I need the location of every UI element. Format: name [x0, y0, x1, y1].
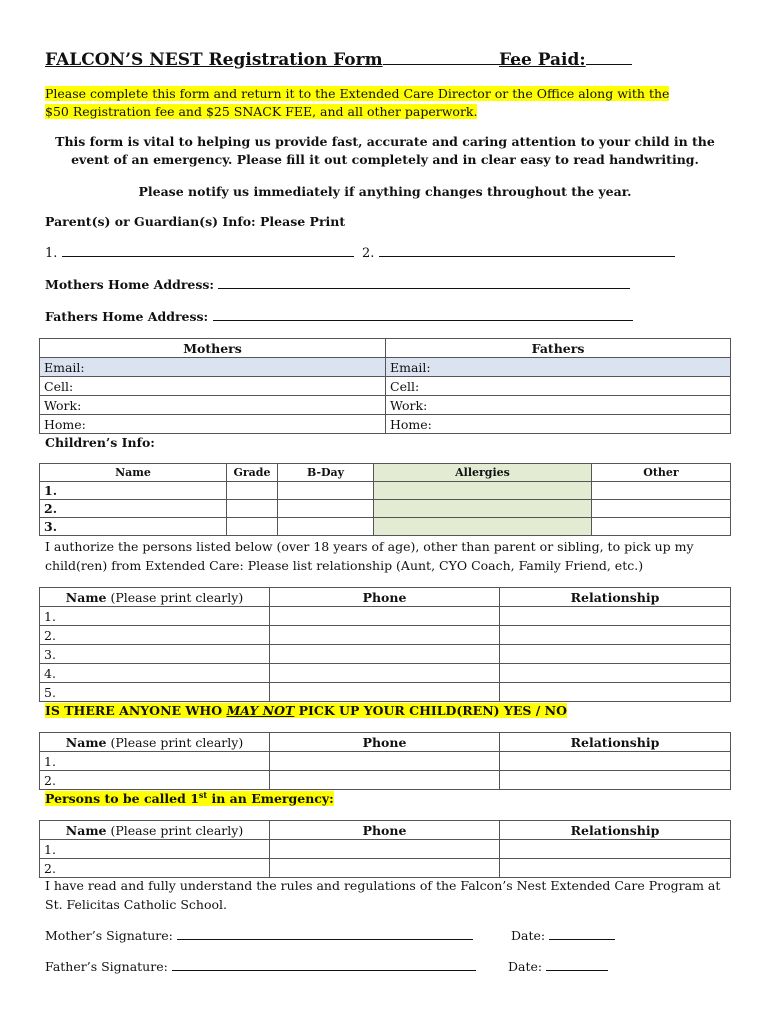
not-pickup-heading: IS THERE ANYONE WHO MAY NOT PICK UP YOUR CHILD(REN) YES / NO: [45, 703, 567, 718]
vital-line-2: event of an emergency. Please fill it out completely and in clear easy to read handwriting.: [71, 152, 699, 167]
pickup-2-relationship[interactable]: [500, 626, 731, 645]
mother-work[interactable]: Work:: [40, 396, 386, 415]
emergency-table: [39, 820, 731, 878]
mother-date-field[interactable]: [549, 928, 615, 940]
fee-paid: [499, 50, 632, 70]
emergency-1-relationship[interactable]: [500, 840, 731, 859]
table-row: [40, 500, 731, 518]
pickup-4-phone[interactable]: [270, 664, 500, 683]
col-allergies: Allergies: [374, 464, 592, 482]
child-1-bday[interactable]: [278, 482, 374, 500]
mother-signature-field[interactable]: [177, 928, 473, 940]
not-pickup-1-phone[interactable]: [270, 752, 500, 771]
pickup-1-name[interactable]: 1.: [40, 607, 270, 626]
mother-email[interactable]: Email:: [40, 358, 386, 377]
table-row: [40, 626, 731, 645]
pickup-4-relationship[interactable]: [500, 664, 731, 683]
not-pickup-relationship-header: Relationship: [500, 733, 731, 752]
pickup-name-header: Name (Please print clearly): [40, 588, 270, 607]
table-row: [40, 645, 731, 664]
pickup-1-phone[interactable]: [270, 607, 500, 626]
mother-signature: Mother’s Signature:: [45, 928, 473, 943]
mother-address: Mothers Home Address:: [45, 277, 630, 292]
emergency-heading: Persons to be called 1st in an Emergency:: [45, 790, 334, 807]
emergency-2-name[interactable]: 2.: [40, 859, 270, 878]
col-grade: Grade: [227, 464, 278, 482]
pickup-table: [39, 587, 731, 702]
child-1-name[interactable]: 1.: [40, 482, 227, 500]
table-row: [40, 771, 731, 790]
not-pickup-1-relationship[interactable]: [500, 752, 731, 771]
authorize-line-2: child(ren) from Extended Care: Please list relationship (Aunt, CYO Coach, Family Friend, etc.): [45, 558, 644, 573]
fee-paid-field[interactable]: [586, 53, 632, 65]
father-signature-field[interactable]: [172, 959, 476, 971]
agreement-line-1: I have read and fully understand the rules and regulations of the Falcon’s Nest Extended Care Program at: [45, 878, 721, 893]
emergency-1-name[interactable]: 1.: [40, 840, 270, 859]
child-2-bday[interactable]: [278, 500, 374, 518]
child-2-allergies[interactable]: [374, 500, 592, 518]
table-row: [40, 518, 731, 536]
father-work[interactable]: Work:: [386, 396, 731, 415]
pickup-relationship-header: Relationship: [500, 588, 731, 607]
pickup-1-relationship[interactable]: [500, 607, 731, 626]
emergency-2-phone[interactable]: [270, 859, 500, 878]
table-row: [40, 377, 731, 396]
table-row: [40, 752, 731, 771]
child-3-bday[interactable]: [278, 518, 374, 536]
emergency-relationship-header: Relationship: [500, 821, 731, 840]
not-pickup-table: [39, 732, 731, 790]
mother-cell[interactable]: Cell:: [40, 377, 386, 396]
vital-line-1: This form is vital to helping us provide fast, accurate and caring attention to your child in the: [55, 134, 715, 149]
form-title-text: FALCON’S NEST Registration Form: [45, 50, 383, 70]
emergency-1-phone[interactable]: [270, 840, 500, 859]
pickup-2-name[interactable]: 2.: [40, 626, 270, 645]
pickup-5-relationship[interactable]: [500, 683, 731, 702]
parents-table: [39, 338, 731, 434]
father-address: Fathers Home Address:: [45, 309, 633, 324]
fee-paid-label: Fee Paid:: [499, 50, 586, 70]
father-cell[interactable]: Cell:: [386, 377, 731, 396]
mothers-header: Mothers: [40, 339, 386, 358]
father-date: Date:: [508, 959, 608, 974]
table-row: [40, 664, 731, 683]
table-row: [40, 683, 731, 702]
children-heading: Children’s Info:: [45, 435, 155, 450]
not-pickup-phone-header: Phone: [270, 733, 500, 752]
father-signature: Father’s Signature:: [45, 959, 476, 974]
notify-line: Please notify us immediately if anything changes throughout the year.: [138, 184, 632, 199]
col-bday: B-Day: [278, 464, 374, 482]
col-name: Name: [40, 464, 227, 482]
child-1-other[interactable]: [592, 482, 731, 500]
not-pickup-2-name[interactable]: 2.: [40, 771, 270, 790]
guardian-2-field[interactable]: [379, 245, 675, 257]
child-3-grade[interactable]: [227, 518, 278, 536]
not-pickup-1-name[interactable]: 1.: [40, 752, 270, 771]
guardian-2: 2.: [362, 245, 675, 261]
mother-home[interactable]: Home:: [40, 415, 386, 434]
table-row: [40, 415, 731, 434]
emergency-name-header: Name (Please print clearly): [40, 821, 270, 840]
not-pickup-name-header: Name (Please print clearly): [40, 733, 270, 752]
mother-address-field[interactable]: [218, 277, 630, 289]
table-row: [40, 358, 731, 377]
pickup-3-relationship[interactable]: [500, 645, 731, 664]
father-home[interactable]: Home:: [386, 415, 731, 434]
agreement-line-2: St. Felicitas Catholic School.: [45, 897, 228, 912]
not-pickup-2-relationship[interactable]: [500, 771, 731, 790]
pickup-5-name[interactable]: 5.: [40, 683, 270, 702]
intro-line-2: $50 Registration fee and $25 SNACK FEE, and all other paperwork.: [45, 104, 478, 119]
guardian-1-field[interactable]: [62, 245, 354, 257]
form-title: [45, 50, 521, 70]
emergency-2-relationship[interactable]: [500, 859, 731, 878]
pickup-3-name[interactable]: 3.: [40, 645, 270, 664]
col-other: Other: [592, 464, 731, 482]
child-2-name[interactable]: 2.: [40, 500, 227, 518]
pickup-5-phone[interactable]: [270, 683, 500, 702]
child-3-name[interactable]: 3.: [40, 518, 227, 536]
pickup-2-phone[interactable]: [270, 626, 500, 645]
table-row: [40, 482, 731, 500]
mother-date: Date:: [511, 928, 615, 943]
child-3-allergies[interactable]: [374, 518, 592, 536]
guardian-heading: Parent(s) or Guardian(s) Info: Please Print: [45, 214, 346, 229]
table-row: [40, 607, 731, 626]
fathers-header: Fathers: [386, 339, 731, 358]
father-address-field[interactable]: [213, 309, 633, 321]
child-3-other[interactable]: [592, 518, 731, 536]
pickup-3-phone[interactable]: [270, 645, 500, 664]
table-row: [40, 396, 731, 415]
table-row: [40, 840, 731, 859]
child-2-grade[interactable]: [227, 500, 278, 518]
emergency-phone-header: Phone: [270, 821, 500, 840]
guardian-1: 1.: [45, 245, 354, 261]
authorize-line-1: I authorize the persons listed below (over 18 years of age), other than parent or sibling, to pick up my: [45, 539, 694, 554]
not-pickup-2-phone[interactable]: [270, 771, 500, 790]
child-1-grade[interactable]: [227, 482, 278, 500]
pickup-phone-header: Phone: [270, 588, 500, 607]
pickup-4-name[interactable]: 4.: [40, 664, 270, 683]
child-2-other[interactable]: [592, 500, 731, 518]
children-table: [39, 463, 731, 536]
child-1-allergies[interactable]: [374, 482, 592, 500]
table-row: [40, 859, 731, 878]
father-date-field[interactable]: [546, 959, 608, 971]
father-email[interactable]: Email:: [386, 358, 731, 377]
intro-line-1: Please complete this form and return it to the Extended Care Director or the Office along with the: [45, 86, 670, 101]
